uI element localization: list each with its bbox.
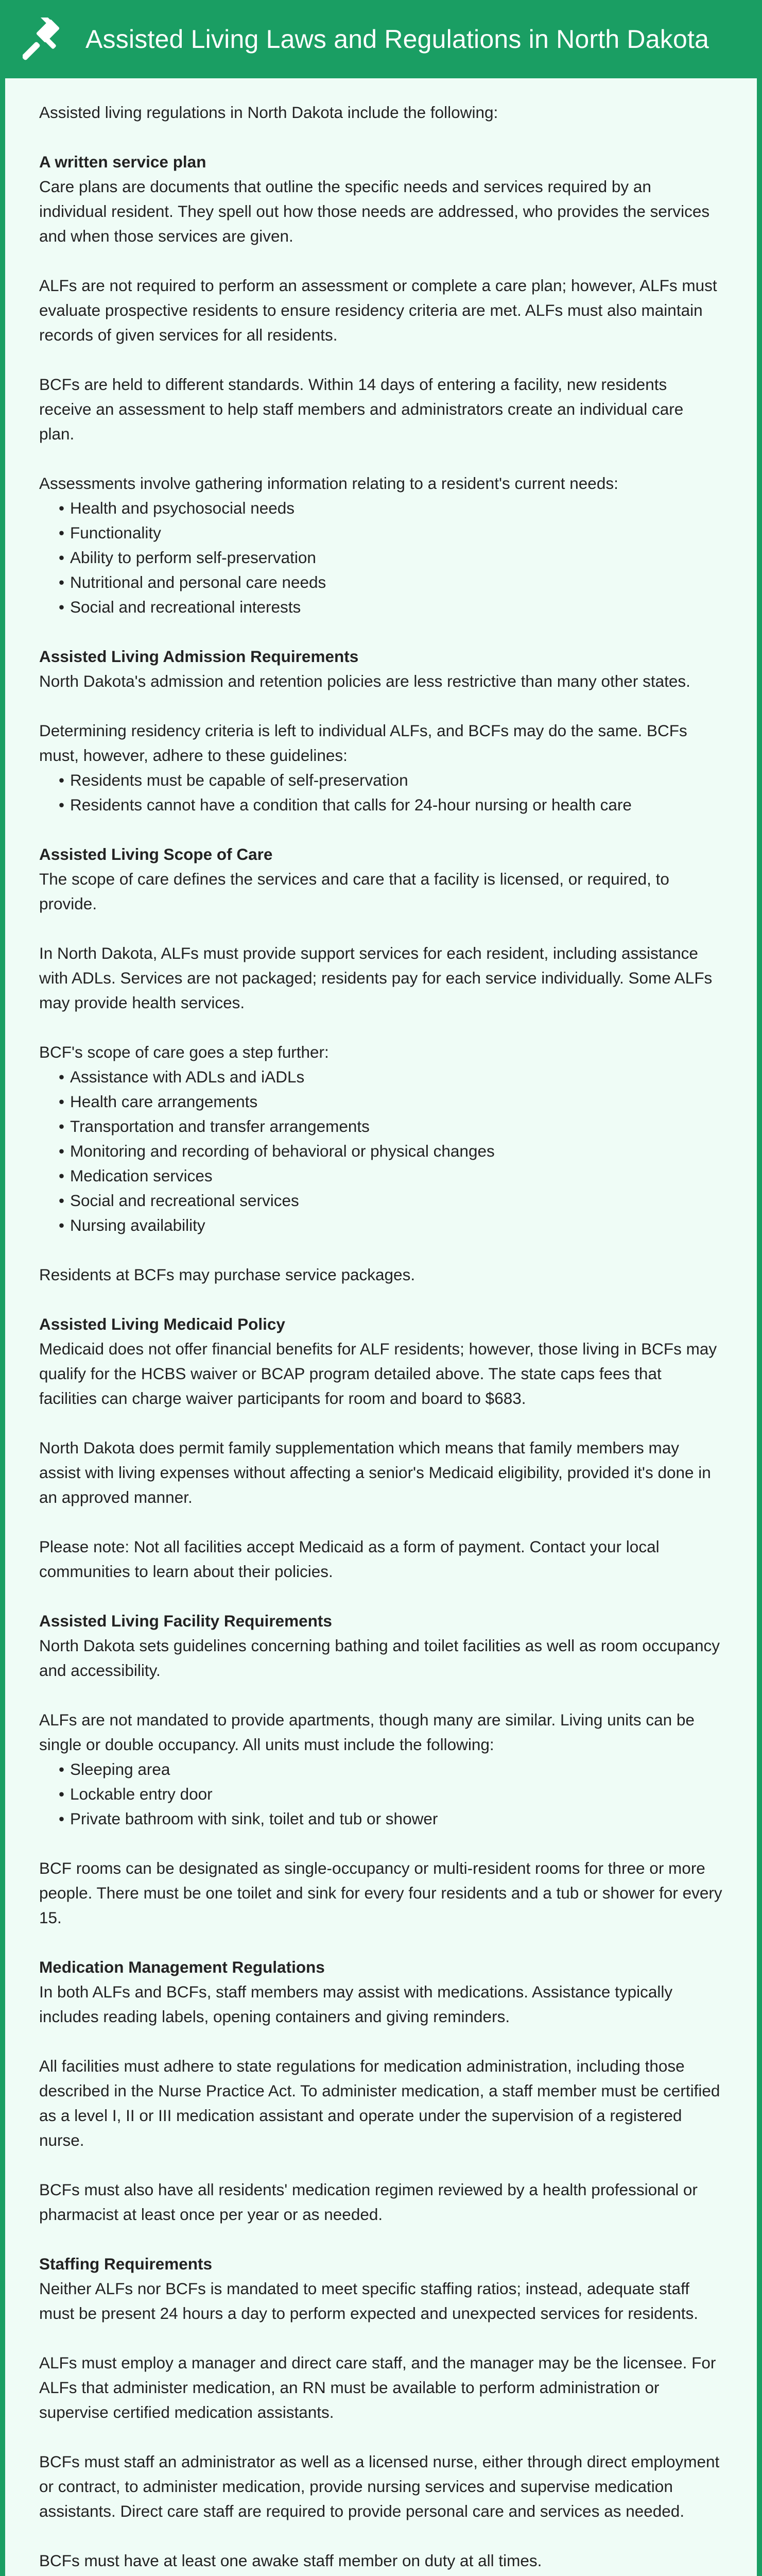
paragraph: ALFs must employ a manager and direct care staff, and the manager may be the licensee. For ALFs that administer medication, an RN must be available to perform administration or supervise certified medication assistants. — [39, 2353, 716, 2421]
list-item: • Sleeping area — [59, 1757, 723, 1782]
list-item: • Nutritional and personal care needs — [59, 570, 723, 595]
list-item: • Nursing availability — [59, 1213, 723, 1238]
list-item: • Social and recreational interests — [59, 595, 723, 619]
bullet-list — [39, 768, 723, 817]
section-heading-facility: Assisted Living Facility Requirements — [39, 1612, 332, 1630]
paragraph: Residents at BCFs may purchase service packages. — [39, 1265, 415, 1284]
list-item: • Social and recreational services — [59, 1188, 723, 1213]
intro-text: Assisted living regulations in North Dakota include the following: — [39, 103, 498, 122]
paragraph: Medicaid does not offer financial benefits for ALF residents; however, those living in BCFs may qualify for the HCBS waiver or BCAP program detailed above. The state caps fees that facilities can charge waiver participants for room and board to $683. — [39, 1340, 717, 1408]
list-item: • Monitoring and recording of behavioral or physical changes — [59, 1139, 723, 1163]
page-title: Assisted Living Laws and Regulations in North Dakota — [85, 25, 709, 54]
paragraph: BCFs must have at least one awake staff member on duty at all times. — [39, 2551, 542, 2570]
section-heading-staffing: Staffing Requirements — [39, 2255, 213, 2273]
gavel-icon — [21, 15, 68, 63]
paragraph: In both ALFs and BCFs, staff members may assist with medications. Assistance typically includes reading labels, opening containers and giving reminders. — [39, 1982, 673, 2026]
paragraph: All facilities must adhere to state regulations for medication administration, including those described in the Nurse Practice Act. To administer medication, a staff member must be certified as a level I, II or III medication assistant and operate under the supervision of a registered nurse. — [39, 2057, 720, 2149]
paragraph: Care plans are documents that outline the specific needs and services required by an individual resident. They spell out how those needs are addressed, who provides the services and when those services are given. — [39, 177, 710, 245]
paragraph: North Dakota does permit family supplementation which means that family members may assist with living expenses without affecting a senior's Medicaid eligibility, provided it's done in an approved manner. — [39, 1438, 711, 1506]
bullet-list — [39, 496, 723, 619]
content-panel — [5, 78, 757, 2576]
list-item: • Transportation and transfer arrangements — [59, 1114, 723, 1139]
paragraph: North Dakota's admission and retention policies are less restrictive than many other states. — [39, 672, 690, 690]
list-item: • Residents must be capable of self-preservation — [59, 768, 723, 792]
list-item: • Ability to perform self-preservation — [59, 545, 723, 570]
section-heading-admission: Assisted Living Admission Requirements — [39, 647, 359, 666]
list-item: • Private bathroom with sink, toilet and tub or shower — [59, 1806, 723, 1831]
bullet-list — [39, 1064, 723, 1238]
paragraph: North Dakota sets guidelines concerning bathing and toilet facilities as well as room occupancy and accessibility. — [39, 1636, 720, 1680]
paragraph: BCF's scope of care goes a step further: — [39, 1043, 329, 1061]
paragraph: BCFs are held to different standards. Within 14 days of entering a facility, new residents receive an assessment to help staff members and administrators create an individual care plan. — [39, 375, 684, 443]
paragraph: Assessments involve gathering information relating to a resident's current needs: — [39, 474, 618, 493]
paragraph: BCFs must also have all residents' medication regimen reviewed by a health professional or pharmacist at least once per year or as needed. — [39, 2180, 698, 2224]
paragraph: BCFs must staff an administrator as well as a licensed nurse, either through direct employment or contract, to administer medication, provide nursing services and supervise medication assistants. Direct care staff are required to provide personal care and services as needed. — [39, 2452, 720, 2520]
list-item: • Health and psychosocial needs — [59, 496, 723, 520]
list-item: • Assistance with ADLs and iADLs — [59, 1064, 723, 1089]
section-heading-medication: Medication Management Regulations — [39, 1958, 325, 1976]
paragraph: BCF rooms can be designated as single-occupancy or multi-resident rooms for three or more people. There must be one toilet and sink for every four residents and a tub or shower for every 15. — [39, 1859, 722, 1927]
paragraph: Neither ALFs nor BCFs is mandated to meet specific staffing ratios; instead, adequate staff must be present 24 hours a day to perform expected and unexpected services for residents. — [39, 2279, 698, 2323]
section-heading-service-plan: A written service plan — [39, 152, 206, 171]
paragraph: The scope of care defines the services and care that a facility is licensed, or required, to provide. — [39, 870, 669, 913]
paragraph: In North Dakota, ALFs must provide support services for each resident, including assistance with ADLs. Services are not packaged; residents pay for each service individually. Some ALFs may provide health services. — [39, 944, 713, 1012]
section-heading-scope: Assisted Living Scope of Care — [39, 845, 273, 863]
paragraph: Please note: Not all facilities accept Medicaid as a form of payment. Contact your local communities to learn about their policies. — [39, 1537, 660, 1581]
header-banner — [0, 0, 762, 78]
list-item: • Health care arrangements — [59, 1089, 723, 1114]
list-item: • Medication services — [59, 1163, 723, 1188]
paragraph: ALFs are not mandated to provide apartments, though many are similar. Living units can be single or double occupancy. All units must include the following: — [39, 1710, 695, 1754]
list-item: • Lockable entry door — [59, 1782, 723, 1806]
paragraph: ALFs are not required to perform an assessment or complete a care plan; however, ALFs must evaluate prospective residents to ensure residency criteria are met. ALFs must also maintain records of given services for all residents. — [39, 276, 717, 344]
list-item: • Residents cannot have a condition that calls for 24-hour nursing or health care — [59, 792, 723, 817]
list-item: • Functionality — [59, 520, 723, 545]
section-heading-medicaid: Assisted Living Medicaid Policy — [39, 1315, 285, 1333]
paragraph: Determining residency criteria is left to individual ALFs, and BCFs may do the same. BCFs must, however, adhere to these guidelines: — [39, 721, 687, 765]
bullet-list — [39, 1757, 723, 1831]
